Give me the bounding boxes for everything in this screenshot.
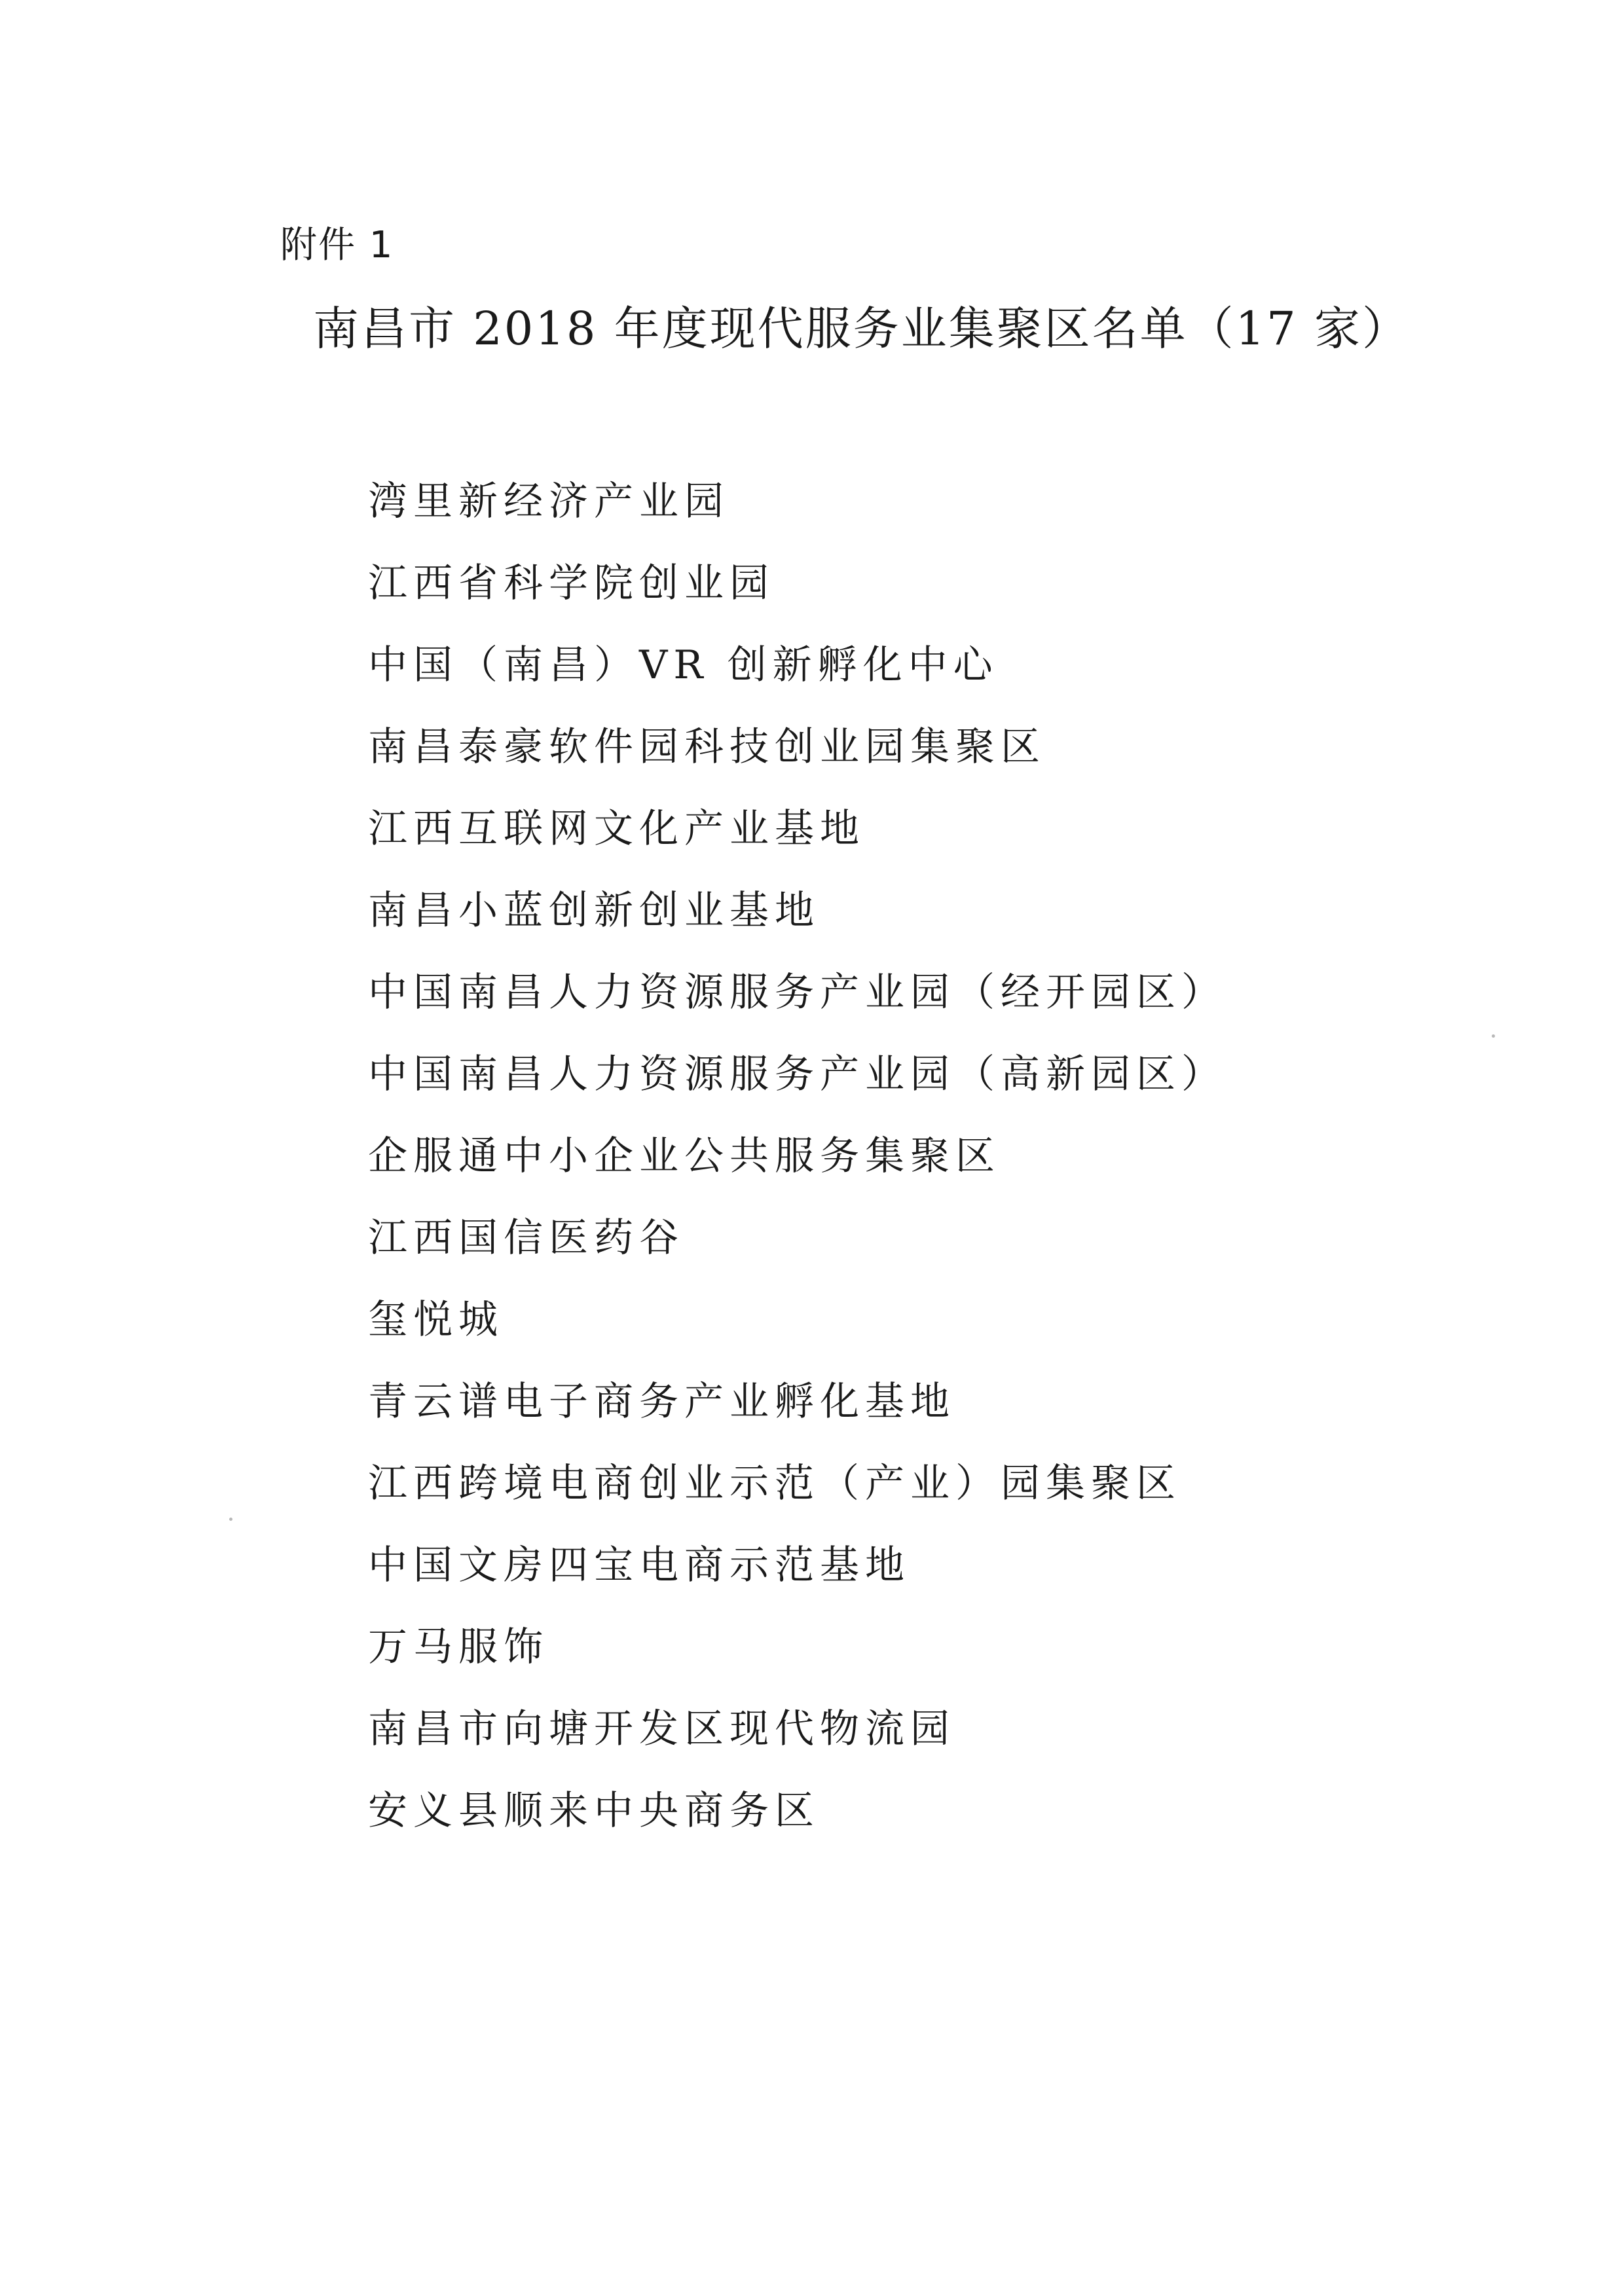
list-item: 安义县顺来中央商务区 [368, 1788, 820, 1834]
list-item: 玺悦城 [368, 1297, 504, 1343]
list-item: 江西互联网文化产业基地 [368, 806, 865, 852]
list-item: 青云谱电子商务产业孵化基地 [368, 1379, 955, 1425]
list-item: 湾里新经济产业园 [368, 479, 729, 524]
list-item: 江西国信医药谷 [368, 1215, 684, 1261]
list-item: 中国南昌人力资源服务产业园（高新园区） [368, 1051, 1227, 1097]
list-item: 江西跨境电商创业示范（产业）园集聚区 [368, 1461, 1181, 1506]
list-item: 中国文房四宝电商示范基地 [368, 1542, 910, 1588]
scan-speck [229, 1518, 232, 1521]
document-title: 南昌市 2018 年度现代服务业集聚区名单（17 家） [313, 302, 1410, 355]
list-item: 南昌泰豪软件园科技创业园集聚区 [368, 724, 1046, 770]
list-item: 中国南昌人力资源服务产业园（经开园区） [368, 970, 1227, 1015]
list-item: 企服通中小企业公共服务集聚区 [368, 1133, 1001, 1179]
attachment-label: 附件 1 [280, 224, 394, 266]
list-item: 南昌市向塘开发区现代物流园 [368, 1706, 955, 1752]
cluster-list [368, 461, 1227, 1852]
list-item: 中国（南昌）VR 创新孵化中心 [368, 642, 999, 688]
list-item: 南昌小蓝创新创业基地 [368, 888, 820, 934]
list-item: 万马服饰 [368, 1624, 549, 1670]
scan-speck [1492, 1034, 1495, 1038]
list-item: 江西省科学院创业园 [368, 560, 775, 606]
